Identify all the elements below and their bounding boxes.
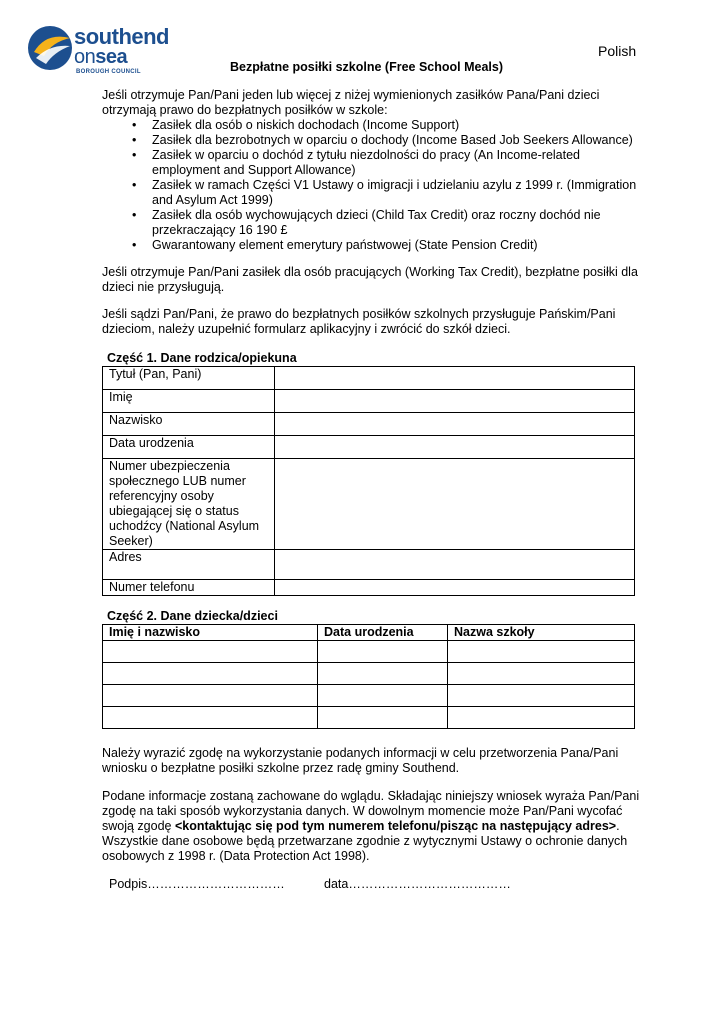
child-name-field[interactable] [103,685,318,707]
benefit-item: • Zasiłek w oparciu o dochód z tytułu niezdolności do pracy (An Income-related employment and Support Allowance) [102,148,642,178]
consent-paragraph-1: Należy wyrazić zgodę na wykorzystanie podanych informacji w celu przetworzenia Pana/Pani wniosku o bezpłatne posiłki szkolne przez radę gminy Southend. [102,746,619,775]
child-school-field[interactable] [448,707,635,729]
ni-number-field[interactable] [275,459,635,550]
consent-paragraph-2: Podane informacje zostaną zachowane do wglądu. Składając niniejszy wniosek wyraża Pan/Pani zgodę na taki sposób wykorzystania danych. W dowolnym momencie może Pan/Pani wycofać swoją zgodę <kontaktując się pod tym numerem telefonu/pisząc na następujący adres>. Wszystkie dane osobowe będą przetwarzane zgodnie z wytycznymi Ustawy o ochronie danych osobowych z 1998 r. (Data Protection Act 1998). [102,789,640,863]
child-school-field[interactable] [448,685,635,707]
child-school-field[interactable] [448,663,635,685]
table-row [103,367,635,390]
table-row [103,550,635,580]
intro-paragraph: Jeśli otrzymuje Pan/Pani jeden lub więcej z niżej wymienionych zasiłków Pana/Pani dzieci otrzymają prawo do bezpłatnych posiłków w szkole: [102,88,600,117]
apply-paragraph: Jeśli sądzi Pan/Pani, że prawo do bezpłatnych posiłków szkolnych przysługuje Pańskim/Pani dzieciom, należy uzupełnić formularz aplikacyjny i zwrócić do szkół dzieci. [102,307,616,336]
child-dob-field[interactable] [318,707,448,729]
field-label: Imię [103,390,275,413]
working-tax-paragraph: Jeśli otrzymuje Pan/Pani zasiłek dla osób pracujących (Working Tax Credit), bezpłatne posiłki dla dzieci nie przysługują. [102,265,638,294]
field-label: Nazwisko [103,413,275,436]
benefit-item: • Zasiłek dla osób wychowujących dzieci (Child Tax Credit) oraz roczny dochód nie przekraczający 16 190 £ [102,208,642,238]
table-row [103,580,635,596]
first-name-field[interactable] [275,390,635,413]
date-of-birth-field[interactable] [275,436,635,459]
council-logo [26,22,196,82]
benefit-item: • Zasiłek dla bezrobotnych w oparciu o dochody (Income Based Job Seekers Allowance) [102,133,642,148]
language-label: Polish [598,43,637,59]
column-header: Imię i nazwisko [103,625,318,641]
signature-field[interactable]: Podpis…………………………… [109,877,285,891]
table-row [103,459,635,550]
page-title: Bezpłatne posiłki szkolne (Free School Meals) [230,60,503,74]
child-name-field[interactable] [103,641,318,663]
child-name-field[interactable] [103,663,318,685]
table-row [103,390,635,413]
table-row [103,641,635,663]
column-header: Nazwa szkoły [448,625,635,641]
field-label: Adres [103,550,275,580]
child-school-field[interactable] [448,641,635,663]
table-row [103,436,635,459]
address-field[interactable] [275,550,635,580]
field-label: Numer ubezpieczenia społecznego LUB numer referencyjny osoby ubiegającej się o status uchodźcy (National Asylum Seeker) [103,459,275,550]
benefits-list [102,118,642,253]
logo-swirl-icon [26,22,76,72]
child-name-field[interactable] [103,707,318,729]
surname-field[interactable] [275,413,635,436]
table-row [103,413,635,436]
phone-field[interactable] [275,580,635,596]
benefit-item: • Gwarantowany element emerytury państwowej (State Pension Credit) [102,238,642,253]
benefit-item: • Zasiłek w ramach Części V1 Ustawy o imigracji i udzielaniu azylu z 1999 r. (Immigration and Asylum Act 1999) [102,178,642,208]
field-label: Numer telefonu [103,580,275,596]
logo-text-onsea: onsea [74,46,128,68]
table-row [103,663,635,685]
logo-text-southend: southend [74,24,169,49]
section2-heading: Część 2. Dane dziecka/dzieci [107,609,278,623]
child-dob-field[interactable] [318,663,448,685]
field-label: Data urodzenia [103,436,275,459]
table-row [103,707,635,729]
table-header-row [103,625,635,641]
date-field[interactable]: data………………………………… [324,877,511,891]
logo-text-council: BOROUGH COUNCIL [76,69,141,75]
section1-heading: Część 1. Dane rodzica/opiekuna [107,351,297,365]
document-body [102,88,642,892]
parent-details-table [102,366,635,596]
title-field[interactable] [275,367,635,390]
field-label: Tytuł (Pan, Pani) [103,367,275,390]
child-dob-field[interactable] [318,685,448,707]
column-header: Data urodzenia [318,625,448,641]
children-details-table [102,624,635,729]
child-dob-field[interactable] [318,641,448,663]
signature-line [109,877,642,892]
benefit-item: • Zasiłek dla osób o niskich dochodach (Income Support) [102,118,642,133]
table-row [103,685,635,707]
